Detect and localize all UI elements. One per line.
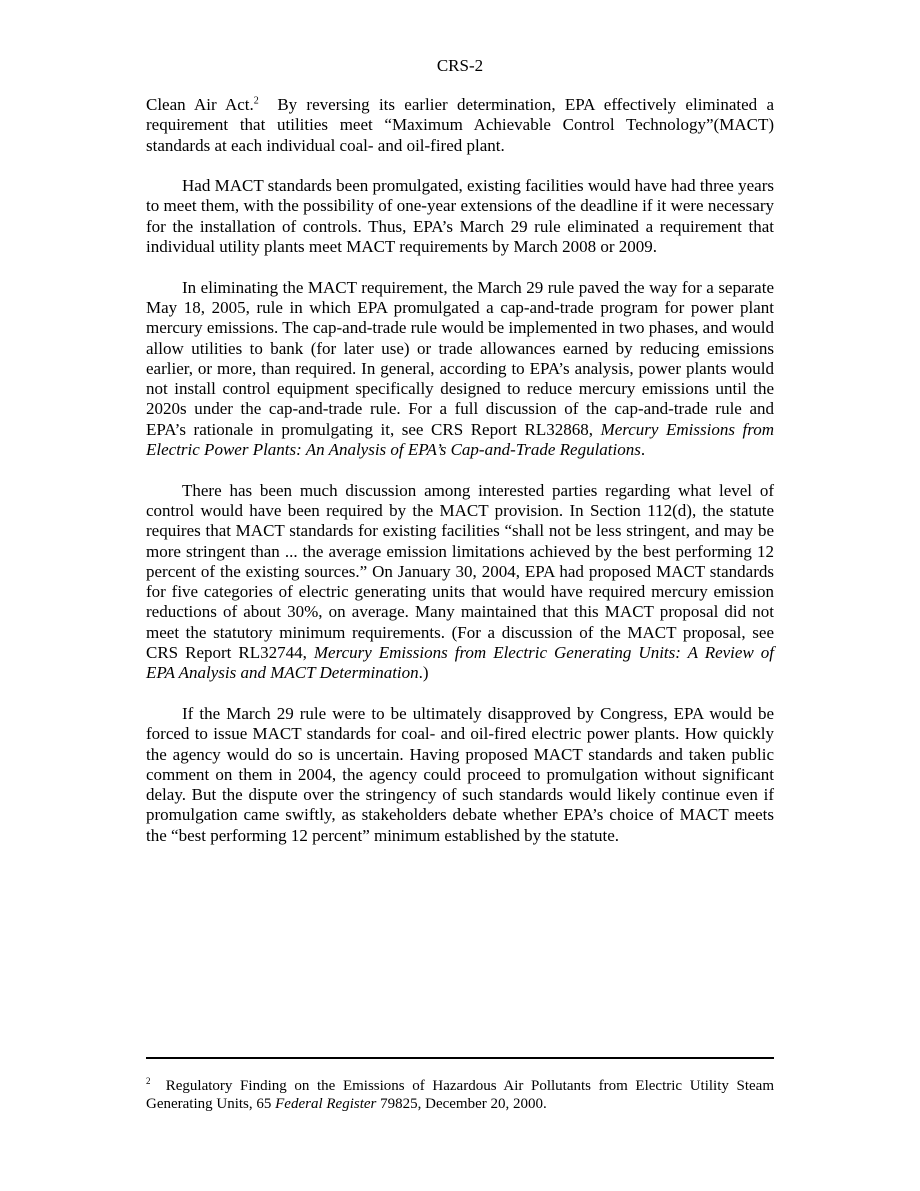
footnote-2 <box>146 1076 778 1113</box>
paragraph-3 <box>146 278 774 461</box>
page-number: CRS-2 <box>436 56 484 75</box>
paragraph-4-text-a: There has been much discussion among interested parties regarding what level of control would have been required by the MACT provision. In Section 112(d), the statute requires that MACT standards for existing facilities “shall not be less stringent, and may be more stringent than ... the average emission limitations achieved by the best performing 12 percent of the existing sources.” On January 30, 2004, EPA had proposed MACT standards for five categories of electric generating units that would have required mercury emission reductions of about 30%, on average. Many maintained that this MACT proposal did not meet the statutory minimum requirements. (For a discussion of the MACT proposal, see CRS Report RL32744, <box>146 480 774 663</box>
footnote-text-a: Regulatory Finding on the Emissions of Hazardous Air Pollutants from Electric Utility Steam Generating Units, 65 <box>146 1078 778 1112</box>
paragraph-3-text-b: . <box>640 440 646 460</box>
footnote-text-b: 79825, December 20, 2000. <box>376 1096 547 1112</box>
body-text <box>146 95 779 866</box>
paragraph-4-text-b: .) <box>418 663 429 683</box>
paragraph-3-text-a: In eliminating the MACT requirement, the March 29 rule paved the way for a separate May 18, 2005, rule in which EPA promulgated a cap-and-trade program for power plant mercury emissions. The cap-and-trade rule would be implemented in two phases, and would allow utilities to bank (for later use) or trade allowances earned by reducing emissions earlier, or more, than required. In general, according to EPA’s analysis, power plants would not install control equipment specifically designed to reduce mercury emissions until the 2020s under the cap-and-trade rule. For a full discussion of the cap-and-trade rule and EPA’s rationale in promulgating it, see CRS Report RL32868, <box>146 277 774 439</box>
paragraph-1 <box>146 95 779 156</box>
paragraph-1-text-b: By reversing its earlier determination, EPA effectively eliminated a requirement that utilities meet “Maximum Achievable Control Technology”(MACT) standards at each individual coal- and oil-fired plant. <box>146 95 779 155</box>
paragraph-2: Had MACT standards been promulgated, existing facilities would have had three years to meet them, with the possibility of one-year extensions of the deadline if it were necessary for the installation of controls. Thus, EPA’s March 29 rule eliminated a requirement that individual utility plants meet MACT requirements by March 2008 or 2009. <box>146 176 774 257</box>
report-title-rl32868: Mercury Emissions from Electric Power Plants: An Analysis of EPA’s Cap-and-Trade Regulations <box>146 419 775 460</box>
paragraph-4 <box>146 481 774 684</box>
footnote-number: 2 <box>146 1076 151 1086</box>
footnote-reference: 2 <box>253 95 259 107</box>
footnote-divider <box>146 1057 774 1059</box>
paragraph-5: If the March 29 rule were to be ultimately disapproved by Congress, EPA would be forced to issue MACT standards for coal- and oil-fired electric power plants. How quickly the agency would do so is uncertain. Having proposed MACT standards and taken public comment on them in 2004, the agency could proceed to promulgation without significant delay. But the dispute over the stringency of such standards would likely continue even if promulgation came swiftly, as stakeholders debate whether EPA’s choice of MACT meets the “best performing 12 percent” minimum established by the statute. <box>146 703 774 845</box>
footnote-journal-title: Federal Register <box>275 1096 377 1112</box>
paragraph-1-text-a: Clean Air Act. <box>146 95 254 114</box>
report-title-rl32744: Mercury Emissions from Electric Generating Units: A Review of EPA Analysis and MACT Determination <box>146 643 775 683</box>
